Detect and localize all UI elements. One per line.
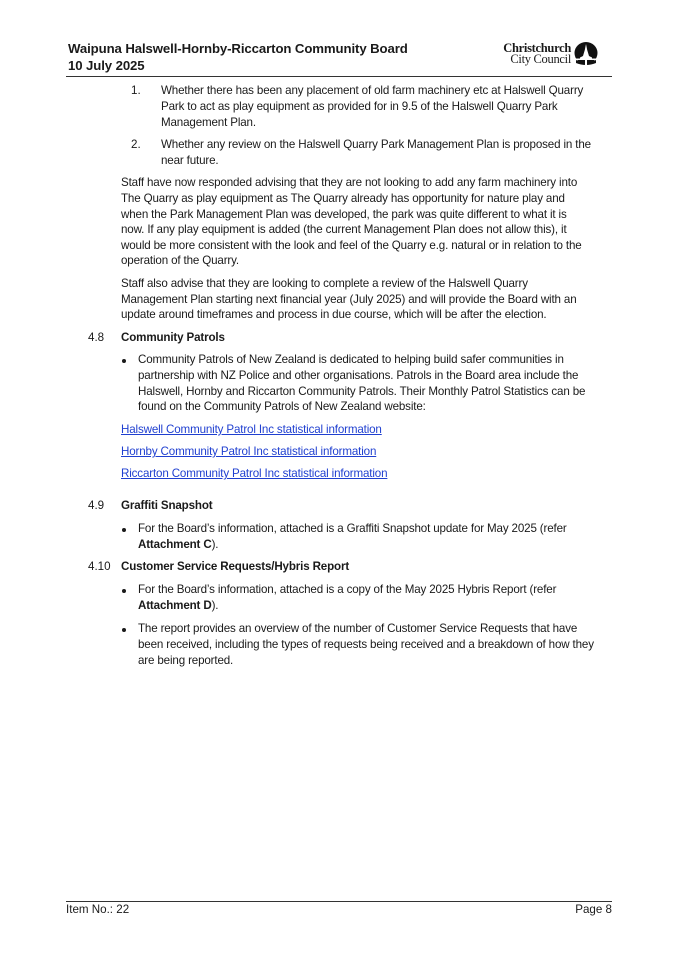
- board-name: Waipuna Halswell-Hornby-Riccarton Community Board: [68, 41, 408, 56]
- section-number: 4.8: [88, 331, 105, 344]
- page-header: [68, 40, 612, 76]
- paragraph-line: when the Park Management Plan was developed, the park was quite different to what it is: [121, 208, 567, 221]
- section-number: 4.9: [88, 499, 105, 512]
- list-number: 1.: [131, 84, 141, 97]
- paragraph-line: Management Plan starting next financial year (July 2025) and will provide the Board with an: [121, 293, 577, 306]
- paragraph-line: Staff have now responded advising that they are not looking to add any farm machinery into: [121, 176, 578, 189]
- list-item-line: Park to act as play equipment as provided for in 9.5 of the Halswell Quarry Park: [161, 100, 558, 113]
- page-number: Page 8: [575, 903, 612, 916]
- attachment-reference: Attachment D: [138, 599, 212, 612]
- paragraph-line: operation of the Quarry.: [121, 254, 239, 267]
- paragraph-line: now. If any play equipment is added (the current Management Plan does not allow this), it: [121, 223, 567, 236]
- bullet-line: The report provides an overview of the number of Customer Service Requests that have: [138, 622, 578, 635]
- bullet-line: Attachment D).: [138, 599, 219, 612]
- council-logo: [503, 41, 598, 67]
- bullet-line: Attachment C).: [138, 538, 219, 551]
- bullet-line: For the Board’s information, attached is a Graffiti Snapshot update for May 2025 (refer: [138, 522, 567, 535]
- bullet-line: been received, including the types of requests being received and a breakdown of how they: [138, 638, 594, 651]
- bullet-line: are being reported.: [138, 654, 234, 667]
- meeting-date: 10 July 2025: [68, 58, 145, 73]
- bullet-icon: [122, 528, 126, 532]
- list-item-line: near future.: [161, 154, 219, 167]
- bullet-icon: [122, 589, 126, 593]
- hornby-patrol-link[interactable]: Hornby Community Patrol Inc statistical information: [121, 445, 377, 458]
- bullet-line: Community Patrols of New Zealand is dedicated to helping build safer communities in: [138, 353, 564, 366]
- list-number: 2.: [131, 138, 141, 151]
- footer-divider: [66, 901, 612, 902]
- section-number: 4.10: [88, 560, 111, 573]
- halswell-patrol-link[interactable]: Halswell Community Patrol Inc statistical information: [121, 423, 382, 436]
- logo-line2: City Council: [510, 52, 571, 66]
- section-heading: Community Patrols: [121, 331, 225, 344]
- bullet-line: found on the Community Patrols of New Zealand website:: [138, 400, 426, 413]
- bullet-icon: [122, 359, 126, 363]
- bullet-line: For the Board’s information, attached is a copy of the May 2025 Hybris Report (refer: [138, 583, 557, 596]
- section-heading: Graffiti Snapshot: [121, 499, 213, 512]
- paragraph-line: The Quarry as play equipment as The Quarry already has opportunity for nature play and: [121, 192, 565, 205]
- attachment-reference: Attachment C: [138, 538, 212, 551]
- list-item-line: Whether any review on the Halswell Quarry Park Management Plan is proposed in the: [161, 138, 591, 151]
- bullet-line: partnership with NZ Police and other organisations. Patrols in the Board area include the: [138, 369, 579, 382]
- item-number: Item No.: 22: [66, 903, 130, 916]
- christchurch-cathedral-logo-icon: [574, 41, 598, 67]
- logo-line1: Christchurch: [503, 41, 571, 55]
- paragraph-line: Staff also advise that they are looking to complete a review of the Halswell Quarry: [121, 277, 528, 290]
- header-divider: [66, 76, 612, 77]
- list-item-line: Management Plan.: [161, 116, 256, 129]
- paragraph-line: update around timeframes and process in due course, which will be after the election.: [121, 308, 547, 321]
- paragraph-line: would be more consistent with the look and feel of the Quarry e.g. natural or in relation to the: [121, 239, 582, 252]
- bullet-icon: [122, 628, 126, 632]
- bullet-line: Halswell, Hornby and Riccarton Community Patrols. Their Monthly Patrol Statistics can be: [138, 385, 586, 398]
- section-heading: Customer Service Requests/Hybris Report: [121, 560, 350, 573]
- riccarton-patrol-link[interactable]: Riccarton Community Patrol Inc statistical information: [121, 467, 388, 480]
- list-item-line: Whether there has been any placement of old farm machinery etc at Halswell Quarry: [161, 84, 584, 97]
